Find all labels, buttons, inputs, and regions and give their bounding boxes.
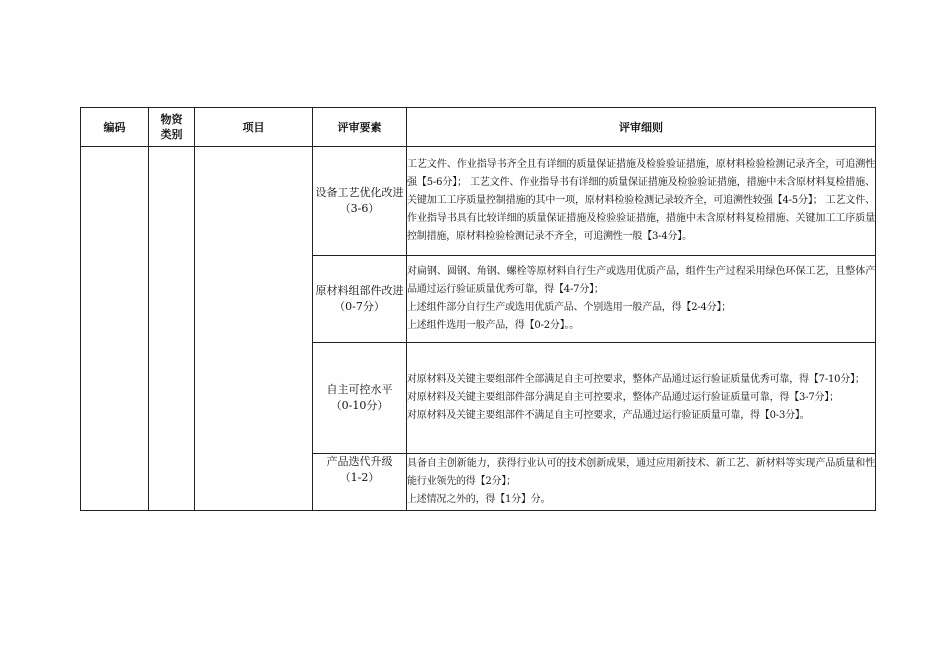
factor-score: （1-2） xyxy=(339,471,380,484)
detail-line: 对原材料及关键主要组部件不满足自主可控要求，产品通过运行验证质量可靠，得【0-3分】。 xyxy=(407,410,810,421)
code-cell xyxy=(81,147,149,511)
factor-cell xyxy=(313,343,407,454)
detail-line: 上述组件部分自行生产或选用优质产品、个别选用一般产品，得【2-4分】； xyxy=(407,302,732,313)
header-code: 编码 xyxy=(81,108,149,147)
header-category-line1: 物资 xyxy=(160,113,183,126)
detail-cell xyxy=(407,343,876,454)
detail-line: 工艺文件、作业指导书齐全且有详细的质量保证措施及检验验证措施，原材料检验检测记录齐全，可追溯性强【5-6分】； 工艺文件、作业指导书有详细的质量保证措施及检验验证措施，措施中未含原材料复检措施、关键加工工序质量控制措施的其中一项，原材料检验检测记录较齐全，可追溯性较强【4-5分】； 工艺文件、作业指导书具有比较详细的质量保证措施及检验验证措施，措施中未含原材料复检措施、关键加工工序质量控制措施，原材料检验检测记录不齐全，可追溯性一般【3-4分】。 xyxy=(407,159,875,242)
detail-line: 上述情况之外的，得【1分】分。 xyxy=(407,494,551,505)
detail-cell xyxy=(407,147,876,256)
item-cell xyxy=(195,147,313,511)
header-factor: 评审要素 xyxy=(313,108,407,147)
header-detail: 评审细则 xyxy=(407,108,876,147)
detail-line: 具备自主创新能力，获得行业认可的技术创新成果，通过应用新技术、新工艺、新材料等实现产品质量和性能行业领先的得【2分】； xyxy=(407,458,875,487)
detail-line: 对原材料及关键主要组部件全部满足自主可控要求，整体产品通过运行验证质量优秀可靠，得【7-10分】； xyxy=(407,374,865,385)
factor-name: 设备工艺优化改进 xyxy=(315,186,404,199)
detail-cell xyxy=(407,454,876,511)
factor-cell xyxy=(313,147,407,256)
detail-line: 对扁钢、圆钢、角钢、螺栓等原材料自行生产或选用优质产品，组件生产过程采用绿色环保工艺，且整体产品通过运行验证质量优秀可靠，得【4-7分】； xyxy=(407,266,875,295)
factor-score: （3-6） xyxy=(339,202,380,215)
factor-name: 产品迭代升级 xyxy=(326,455,393,468)
detail-line: 上述组件选用一般产品，得【0-2分】。。 xyxy=(407,320,580,331)
header-row xyxy=(81,108,876,147)
detail-cell xyxy=(407,256,876,343)
factor-name: 原材料组部件改进 xyxy=(315,284,404,297)
factor-score: （0-7分） xyxy=(334,300,385,313)
factor-name: 自主可控水平 xyxy=(326,383,393,396)
table-row xyxy=(81,147,876,256)
factor-cell xyxy=(313,454,407,511)
detail-line: 对原材料及关键主要组部件部分满足自主可控要求，整体产品通过运行验证质量可靠，得【3-7分】； xyxy=(407,392,839,403)
header-category-line2: 类别 xyxy=(160,128,183,141)
header-item: 项目 xyxy=(195,108,313,147)
factor-score: （0-10分） xyxy=(330,399,389,412)
factor-cell xyxy=(313,256,407,343)
evaluation-table xyxy=(80,107,876,511)
category-cell xyxy=(149,147,195,511)
header-category xyxy=(149,108,195,147)
